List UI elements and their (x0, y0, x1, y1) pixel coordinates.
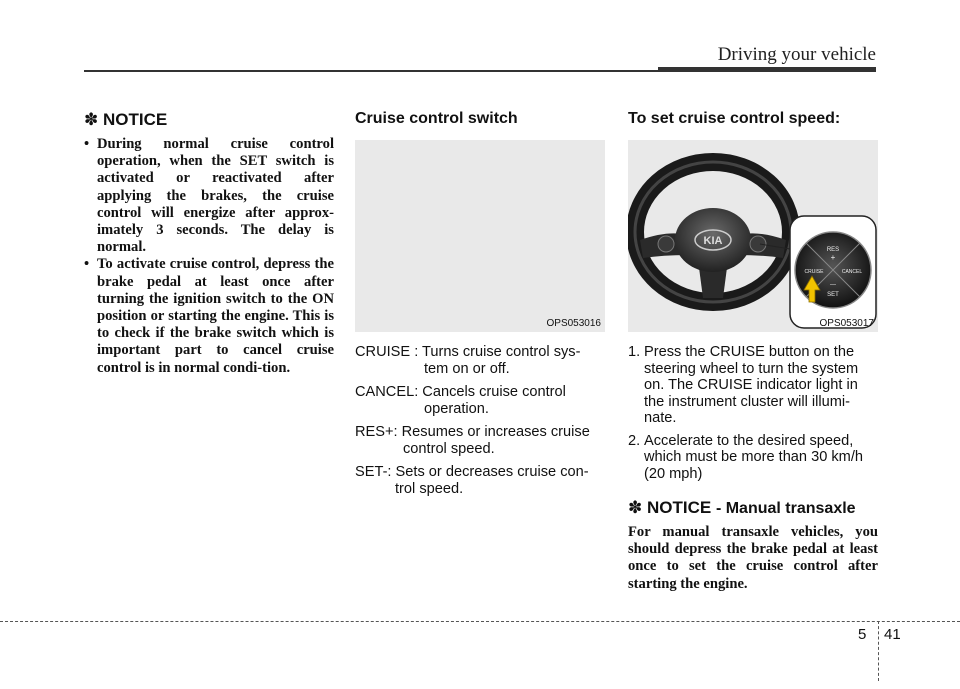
right-control-icon (750, 236, 766, 252)
step-item: 1. Press the CRUISE button on the steering wheel to turn the system on. The CRUISE indicator light in the instrument cluster will illumi-nate. (628, 344, 859, 426)
notice-heading (628, 498, 878, 518)
column-set-speed (628, 110, 878, 593)
section-header-title: Driving your vehicle (717, 44, 876, 65)
set-speed-title: To set cruise control speed: (628, 110, 841, 127)
cruise-switch-figure (355, 140, 605, 332)
cruise-label: CRUISE (804, 269, 824, 275)
bullet-icon: • (84, 136, 90, 152)
definition-res: RES+: Resumes or increases cruise control speed. (355, 424, 590, 457)
column-notice (84, 110, 334, 377)
notice-heading (84, 110, 334, 130)
notice-heading-text: NOTICE (646, 498, 712, 517)
steering-wheel-figure (628, 140, 878, 332)
figure-code: OPS053017 (819, 318, 874, 329)
notice-star-icon: ✽ (84, 110, 99, 130)
res-label: RES (826, 247, 840, 253)
definition-cancel: CANCEL: Cancels cruise control operation. (355, 384, 566, 417)
bullet-icon: • (84, 256, 90, 273)
minus-label: — (830, 282, 836, 288)
notice-heading-text: NOTICE (102, 110, 168, 129)
notice-body: For manual transaxle vehicles, you should depress the brake pedal at least once to set the cruise control after starting the engine. (628, 524, 878, 592)
definition-set: SET-: Sets or decreases cruise con- trol speed. (355, 464, 589, 497)
notice-star-icon: ✽ (628, 498, 643, 518)
set-label: SET (827, 292, 839, 298)
page-number-separator (878, 621, 879, 681)
column-cruise-switch (355, 110, 605, 504)
cruise-switch-title: Cruise control switch (355, 110, 518, 127)
notice-list (84, 136, 334, 377)
header-rule-accent (658, 67, 876, 72)
notice-item: • To activate cruise control, depress the brake pedal at least once after turning the ignition switch to the ON position or starting the engine. This is to check if the brake switch which is important part to cancel cruise control is in normal condi-tion. (84, 256, 334, 376)
definition-cruise: CRUISE : Turns cruise control sys- tem on or off. (355, 344, 581, 377)
left-control-icon (658, 236, 674, 252)
notice-subheading: - Manual transaxle (715, 500, 856, 517)
footer-rule (0, 621, 960, 622)
cancel-label: CANCEL (841, 269, 863, 275)
notice-item: • During normal cruise control operation, when the SET switch is activated or reactivated after applying the brakes, the cruise control will energize after approx-imately 3 seconds. The delay is normal. (84, 136, 334, 256)
figure-code: OPS053016 (546, 318, 601, 329)
page-number: 41 (884, 626, 901, 643)
chapter-number: 5 (858, 626, 867, 643)
switch-definitions (355, 344, 605, 497)
set-speed-steps (628, 344, 878, 482)
brand-logo-text: KIA (703, 235, 723, 247)
manual-transaxle-notice (628, 498, 878, 593)
plus-label: + (830, 253, 836, 262)
steering-wheel-illustration (628, 140, 878, 332)
step-item: 2. Accelerate to the desired speed, which must be more than 30 km/h (20 mph) (628, 432, 864, 482)
